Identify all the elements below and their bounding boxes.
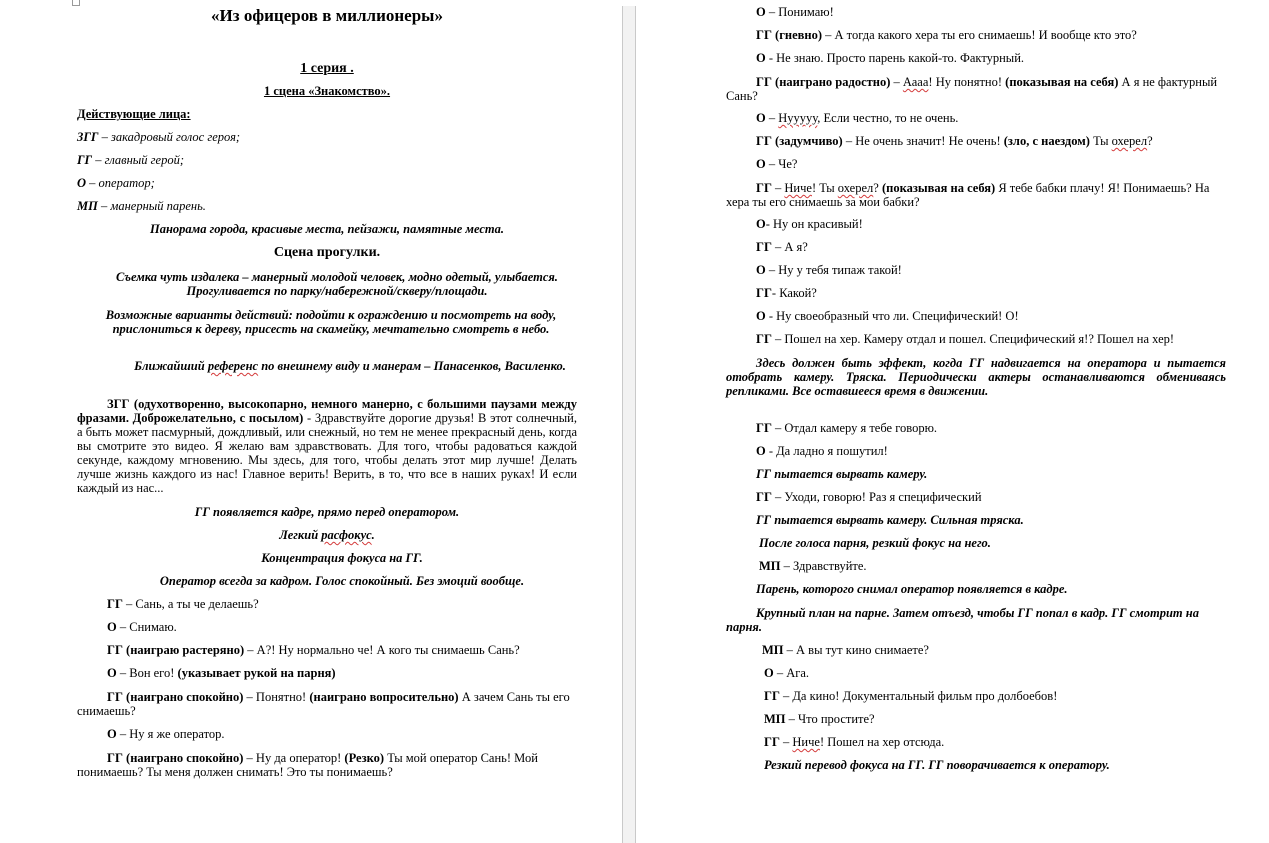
stage-direction-closeup: Крупный план на парне. Затем отъезд, чтобы ГГ попал в кадр. ГГ смотрит на парня. [726,606,1199,634]
line-text: – Отдал камеру я тебе говорю. [771,421,938,435]
line-text: – А?! Ну нормально че! А кого ты снимаешь Сань? [244,643,520,657]
line-text: – [779,735,793,749]
page-gap-divider [622,6,636,843]
line-text: – Уходи, говорю! Раз я специфический [771,490,982,504]
line-text: – Че? [765,157,798,171]
speaker: О [107,666,117,680]
line-text: – Ну у тебя типаж такой! [765,263,902,277]
speaker: МП [764,712,786,726]
document-page-right [636,0,1269,843]
speaker: О [756,309,766,323]
dialogue-line [756,134,1153,148]
line-text-mid: ! Ну понятно! [928,75,1006,89]
line-text: – Что простите? [785,712,875,726]
script-title: «Из офицеров в миллионеры» [211,6,443,25]
stage-direction-panorama: Панорама города, красивые места, пейзажи, памятные места. [150,222,504,236]
line-text: – А тогда какого хера ты его снимаешь! И вообще кто это? [822,28,1137,42]
speaker: МП [759,559,781,573]
line-text: - Да ладно я пошутил! [765,444,888,458]
zgg-speaker: ЗГГ (одухотворенно, высокопарно, немного манерно, с большими паузами между фразами. Доброжелательно, с посылом) [77,397,577,425]
line-text: – Пошел на хер. Камеру отдал и пошел. Специфический я!? Пошел на хер! [771,332,1175,346]
line-text-end: , Если честно, то не очень. [817,111,959,125]
dialogue-line [107,727,225,741]
cast-item [77,199,206,213]
defocus-word: расфокус [321,528,372,542]
line-text: – Здравствуйте. [780,559,867,573]
spelling-flag-word: Нууууу [778,111,818,125]
spelling-flag-word: охерел [1111,134,1148,148]
speaker: ГГ [764,689,780,703]
speaker: ГГ [756,421,772,435]
speaker: ГГ [756,286,772,300]
speaker: О [756,51,766,65]
spelling-flag-word: Ниче [792,735,820,749]
series-label: 1 серия . [300,61,354,76]
stage-direction-options: Возможные варианты действий: подойти к ограждению и посмотреть на воду, прислониться к дереву, присесть на скамейку, мечтательно смотреть в небо. [105,308,557,336]
speaker: ГГ [756,181,772,195]
direction: (показывая на себя) [881,181,996,195]
stage-direction-defocus [77,528,577,542]
speaker: О [756,444,766,458]
dialogue-line [756,217,863,231]
dialogue-line [756,28,1137,42]
line-text: – Сань, а ты че делаешь? [122,597,259,611]
dialogue-line [756,5,834,19]
line-text: – Понимаю! [765,5,834,19]
stage-direction-voice-focus: После голоса парня, резкий фокус на него. [759,536,991,550]
dialogue-line [762,643,929,657]
stage-direction-grab-shake: ГГ пытается вырвать камеру. Сильная тряска. [756,513,1024,527]
dialogue-line [756,332,1174,346]
dialogue-line [756,309,1019,323]
cast-item [77,176,155,190]
scene-heading: 1 сцена «Знакомство». [263,84,391,98]
cast-abbr: ЗГГ [77,130,99,144]
speaker: МП [762,643,784,657]
line-text: - Не знаю. Просто парень какой-то. Фактурный. [765,51,1025,65]
speaker: ГГ (наиграно спокойно) [107,690,244,704]
zgg-monologue [77,397,577,495]
line-text: – А я? [771,240,808,254]
line-text-mid: Ты [1089,134,1112,148]
dialogue-line [756,111,958,125]
speaker: ГГ (наиграю растеряно) [107,643,245,657]
line-text: – Ну я же оператор. [116,727,225,741]
speaker: ГГ [107,597,123,611]
line-text-cont: А зачем Сань ты его снимаешь? [77,690,570,718]
line-text: - Ну своеобразный что ли. Специфический! О! [765,309,1019,323]
speaker: О [756,5,766,19]
line-text: – Снимаю. [116,620,177,634]
direction: (Резко) [344,751,385,765]
cast-abbr: ГГ [77,153,93,167]
line-text-cont: Ты мой оператор Сань! Мой понимаешь? Ты меня должен снимать! Это ты понимаешь? [77,751,538,779]
dialogue-line [107,643,520,657]
line-text: – [765,111,779,125]
speaker: ГГ (наиграно спокойно) [107,751,244,765]
dialogue-line [764,735,944,749]
dialogue-line [77,751,577,779]
line-text-end: ? [1147,134,1153,148]
dialogue-line [756,263,902,277]
speaker: ГГ (гневно) [756,28,822,42]
spelling-flag-word: охерел [837,181,874,195]
line-text: - Какой? [771,286,817,300]
speaker: ГГ [756,240,772,254]
stage-direction-shoot: Съемка чуть издалека – манерный молодой человек, модно одетый, улыбается. Прогуливается по парку/набережной/скверу/площади. [116,270,558,298]
line-text: – Ага. [773,666,810,680]
line-text: – Да кино! Документальный фильм про долбоебов! [779,689,1058,703]
dialogue-line [764,712,875,726]
stage-direction-reference [110,359,590,373]
dialogue-line [756,444,888,458]
speaker: О [107,727,117,741]
cast-desc: – оператор; [86,176,155,190]
cast-header: Действующие лица: [77,107,191,121]
line-text-mid: ! Ты [811,181,838,195]
reference-text: Ближайший [134,359,208,373]
spelling-flag-word: Ниче [784,181,812,195]
dialogue-line [107,666,336,680]
line-text: – Не очень значит! Не очень! [842,134,1004,148]
line-text-mid: ? [873,181,882,195]
speaker: ГГ [756,490,772,504]
speaker: О [756,157,766,171]
speaker: О [756,111,766,125]
cast-item [77,130,240,144]
line-text: – [890,75,903,89]
cast-desc: – манерный парень. [97,199,206,213]
line-text: – Понятно! [243,690,310,704]
dialogue-line [756,240,808,254]
dialogue-line [107,597,259,611]
document-page-left [0,0,622,843]
stage-direction-effect: Здесь должен быть эффект, когда ГГ надвигается на оператора и пытается отобрать камеру. Тряска. Периодически актеры останавливаются обмениваясь репликами. Все оставшееся время в движении. [726,356,1226,398]
reference-text-end: по внешнему виду и манерам – Панасенков, Василенко. [258,359,566,373]
dialogue-line [756,490,982,504]
spelling-flag-word: Аааа [902,75,929,89]
speaker: ГГ (задумчиво) [756,134,843,148]
dialogue-line [726,181,1226,209]
stage-direction-gg-appears: ГГ появляется кадре, прямо перед оператором. [194,505,460,519]
dialogue-line [756,421,937,435]
defocus-text: Легкий [279,528,322,542]
series-heading [77,61,577,77]
stage-direction-refocus: Резкий перевод фокуса на ГГ. ГГ поворачивается к оператору. [764,758,1110,772]
speaker: ГГ (наиграно радостно) [756,75,891,89]
speaker: О [756,263,766,277]
line-text: – А вы тут кино снимаете? [783,643,929,657]
line-text: – Вон его! [116,666,178,680]
cast-abbr: МП [77,199,98,213]
dialogue-line [726,75,1226,103]
line-text: – Ну да оператор! [243,751,345,765]
stage-direction-operator: Оператор всегда за кадром. Голос спокойный. Без эмоций вообще. [159,574,525,588]
line-text: - Ну он красивый! [765,217,863,231]
dialogue-line [764,666,809,680]
cast-desc: – главный герой; [92,153,184,167]
scene-walk-heading: Сцена прогулки. [273,245,381,260]
line-text: – [771,181,785,195]
direction: (зло, с наездом) [1003,134,1090,148]
speaker: О [756,217,766,231]
speaker: О [107,620,117,634]
reference-word: референс [207,359,259,373]
cast-desc: – закадровый голос героя; [98,130,241,144]
direction: (указывает рукой на парня) [177,666,336,680]
dialogue-line [77,690,577,718]
speaker: ГГ [756,332,772,346]
cast-abbr: О [77,176,87,190]
dialogue-line [107,620,177,634]
speaker: О [764,666,774,680]
stage-direction-focus: Концентрация фокуса на ГГ. [261,551,423,565]
line-text-cont: Я тебе бабки плачу! Я! Понимаешь? На хера ты его снимаешь за мои бабки? [726,181,1210,209]
dialogue-line [756,157,797,171]
direction: (наиграно вопросительно) [309,690,459,704]
stage-direction-guy-appears: Парень, которого снимал оператор появляется в кадре. [756,582,1068,596]
direction: (показывая на себя) [1005,75,1119,89]
speaker: ГГ [764,735,780,749]
dialogue-line [759,559,867,573]
zgg-text: - Здравствуйте дорогие друзья! В этот солнечный, а быть может пасмурный, дождливый, или снежный, но тем не менее прекрасный день, когда вы смотрите это видео. Я желаю вам здравствовать. Для того, чтобы радоваться каждой секунде, каждому мгновению. Мы здесь, для того, чтобы делать этот мир лучше! Делать лучше жизнь каждого из нас! Главное верить! Верить, в то, что все в наших руках! И если каждый из нас... [77,411,577,495]
defocus-end: . [371,528,375,542]
dialogue-line [756,51,1024,65]
line-text-cont: А я не фактурный Сань? [726,75,1218,103]
dialogue-line [764,689,1057,703]
dialogue-line [756,286,817,300]
stage-direction-grab: ГГ пытается вырвать камеру. [756,467,928,481]
cast-item [77,153,184,167]
line-text-end: ! Пошел на хер отсюда. [819,735,945,749]
